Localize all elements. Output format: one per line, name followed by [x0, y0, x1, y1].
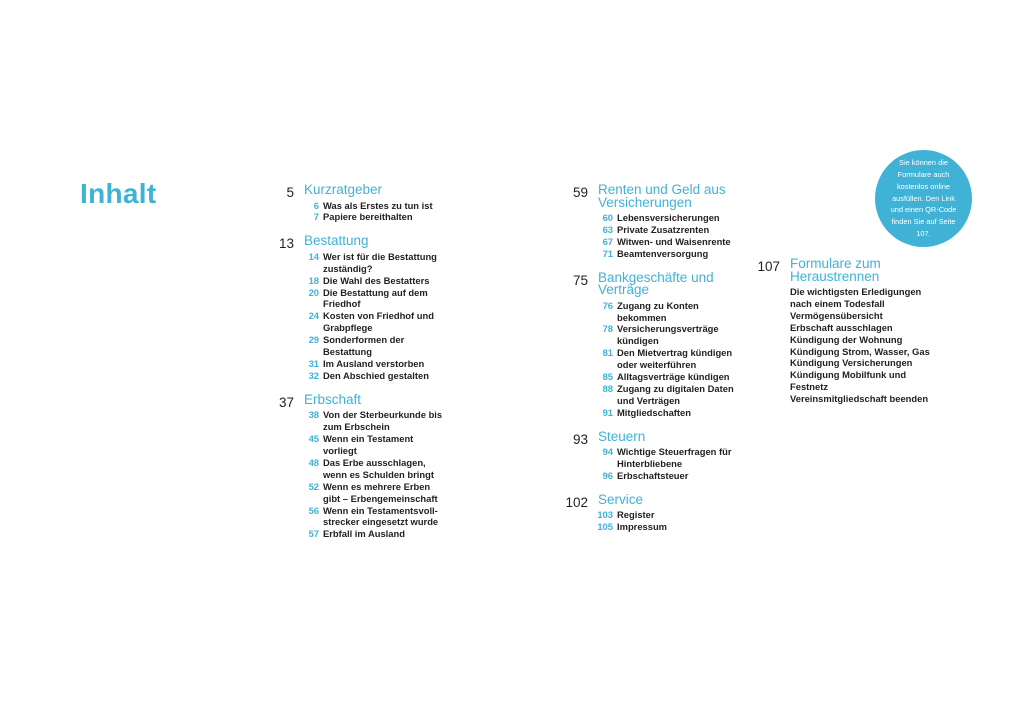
toc-chapter [258, 391, 448, 540]
toc-entry [598, 521, 742, 533]
toc-chapter [258, 184, 448, 223]
chapter-title: Steuern [598, 428, 646, 444]
entry-page-number: 14 [308, 250, 319, 262]
entry-text: Wenn ein Testament vorliegt [323, 433, 414, 456]
entry-text: Register [617, 509, 655, 521]
toc-entry [304, 211, 448, 223]
chapter-title: Formulare zum Heraustrennen [790, 256, 881, 284]
toc-entry: Kündigung der Wohnung [790, 333, 903, 345]
entry-text: Zugang zu Konten bekommen [617, 299, 699, 323]
chapter-page-number: 93 [572, 431, 588, 447]
toc-entry [598, 407, 742, 419]
toc-entry [304, 287, 448, 311]
entry-page-number: 94 [602, 446, 613, 458]
chapter-title: Service [598, 491, 644, 507]
toc-entry [304, 251, 448, 275]
entry-page-number: 38 [308, 409, 319, 421]
entry-page-number: 6 [313, 199, 319, 211]
badge-text: Sie können die Formulare auch kostenlos online ausfüllen. Den Link und einen QR-Code finden Sie auf Seite 107. [890, 158, 957, 238]
entry-page-number: 76 [602, 299, 613, 311]
toc-entry: Kündigung Mobilfunk und Festnetz [790, 369, 907, 393]
toc-entry [304, 200, 448, 212]
entry-text: Wichtige Steuerfragen für Hinterbliebene [617, 446, 732, 470]
entry-text: Mitgliedschaften [617, 406, 691, 418]
toc-entry [598, 236, 742, 248]
entry-text: Erbschaftsteuer [617, 470, 689, 481]
toc-entry [598, 383, 742, 407]
entry-page-number: 85 [602, 371, 613, 383]
entry-text: Die Bestattung auf dem Friedhof [323, 286, 428, 310]
entry-page-number: 7 [313, 211, 319, 223]
entry-page-number: 96 [602, 470, 613, 481]
chapter-entries [304, 251, 448, 382]
toc-entry [598, 212, 742, 224]
chapter-entries [304, 409, 448, 540]
toc-entry: Die wichtigsten Erledigungen nach einem Todesfall [790, 286, 922, 309]
toc-chapter [552, 269, 742, 419]
chapter-entries [598, 509, 742, 533]
entry-text: Die Wahl des Bestatters [323, 274, 430, 286]
entry-page-number: 60 [602, 212, 613, 223]
toc-entry [304, 334, 448, 358]
entry-text: Witwen- und Waisenrente [617, 235, 731, 247]
chapter-title: Renten und Geld aus Versicherungen [598, 182, 726, 210]
entry-page-number: 31 [308, 357, 319, 369]
toc-entry [304, 310, 448, 334]
chapter-page-number: 13 [278, 236, 294, 252]
toc-entry [598, 509, 742, 521]
toc-column-1 [258, 184, 448, 540]
toc-entry [598, 470, 742, 482]
chapter-title: Bestattung [304, 233, 369, 249]
toc-entry [598, 371, 742, 383]
toc-chapter [552, 428, 742, 482]
entry-page-number: 105 [597, 521, 613, 533]
entry-text: Versicherungsverträge kündigen [617, 323, 719, 347]
chapter-entries [304, 200, 448, 224]
entry-page-number: 71 [602, 247, 613, 259]
page-title: Inhalt [80, 178, 157, 209]
entry-text: Das Erbe ausschlagen, wenn es Schulden bringt [323, 456, 434, 480]
entry-text: Von der Sterbeurkunde bis zum Erbschein [323, 409, 443, 433]
online-forms-badge [875, 150, 972, 247]
toc-column-3 [744, 258, 944, 405]
toc-entry [598, 224, 742, 236]
entry-page-number: 45 [308, 433, 319, 445]
toc-entry [304, 409, 448, 433]
toc-entry [304, 358, 448, 370]
entry-page-number: 48 [308, 456, 319, 468]
entry-page-number: 52 [308, 480, 319, 492]
entry-page-number: 88 [602, 382, 613, 394]
chapter-page-number: 59 [572, 185, 588, 200]
toc-chapter [552, 491, 742, 533]
chapter-title: Bankgeschäfte und Verträge [598, 269, 714, 298]
entry-page-number: 20 [308, 286, 319, 298]
entry-text: Kosten von Friedhof und Grabpflege [323, 310, 434, 334]
entry-page-number: 103 [597, 509, 613, 521]
entry-text: Wenn ein Testamentsvollstrecker eingesetzt wurde [323, 504, 439, 528]
entry-text: Im Ausland verstorben [323, 357, 425, 369]
chapter-page-number: 75 [572, 272, 588, 288]
entry-text: Den Abschied gestalten [323, 369, 429, 381]
toc-entry [304, 370, 448, 382]
toc-entry: Vereinsmitgliedschaft beenden [790, 393, 929, 405]
entry-text: Wenn es mehrere Erben gibt – Erbengemeinschaft [323, 480, 438, 504]
entry-page-number: 29 [308, 334, 319, 346]
entry-text: Den Mietvertrag kündigen oder weiterführen [617, 347, 733, 371]
toc-entry [304, 457, 448, 481]
entry-text: Erbfall im Ausland [323, 528, 405, 540]
chapter-page-number: 37 [278, 394, 294, 410]
toc-entry [598, 347, 742, 371]
toc-entry: Kündigung Versicherungen [790, 357, 913, 369]
entry-text: Alltagsverträge kündigen [617, 371, 730, 383]
entry-page-number: 24 [308, 310, 319, 322]
chapter-title: Erbschaft [304, 391, 362, 407]
entry-page-number: 78 [602, 323, 613, 335]
chapter-page-number: 107 [757, 259, 780, 274]
toc-entry [304, 481, 448, 505]
toc-chapter [258, 235, 448, 381]
entry-page-number: 56 [308, 504, 319, 516]
chapter-title: Kurzratgeber [304, 182, 383, 197]
entry-page-number: 67 [602, 235, 613, 247]
toc-entry [598, 248, 742, 260]
entry-text: Impressum [617, 521, 668, 533]
entry-text: Beamtenversorgung [617, 247, 709, 259]
entry-text: Sonderformen der Bestattung [323, 334, 405, 358]
entry-text: Private Zusatzrenten [617, 223, 710, 235]
chapter-entries [790, 286, 944, 405]
toc-column-2 [552, 184, 742, 533]
entry-page-number: 18 [308, 274, 319, 286]
toc-entry [304, 505, 448, 529]
entry-text: Papiere bereithalten [323, 211, 413, 223]
toc-entry [598, 300, 742, 324]
toc-entry: Vermögensübersicht [790, 309, 883, 321]
entry-text: Lebensversicherungen [617, 212, 720, 223]
toc-entry [304, 275, 448, 287]
entry-page-number: 63 [602, 223, 613, 235]
toc-chapter [552, 184, 742, 260]
entry-text: Zugang zu digitalen Daten und Verträgen [617, 382, 734, 406]
entry-page-number: 91 [602, 406, 613, 418]
entry-text: Wer ist für die Bestattung zuständig? [323, 250, 437, 274]
chapter-page-number: 5 [286, 185, 294, 200]
toc-chapter [744, 258, 944, 405]
toc-entry [304, 433, 448, 457]
toc-entry [598, 323, 742, 347]
toc-entry: Erbschaft ausschlagen [790, 321, 893, 333]
toc-entry [304, 528, 448, 540]
entry-page-number: 81 [602, 347, 613, 359]
entry-page-number: 32 [308, 369, 319, 381]
chapter-entries [598, 300, 742, 419]
entry-text: Was als Erstes zu tun ist [323, 199, 433, 211]
chapter-entries [598, 212, 742, 260]
chapter-page-number: 102 [565, 494, 588, 510]
chapter-entries [598, 446, 742, 482]
entry-page-number: 57 [308, 528, 319, 540]
toc-entry [598, 446, 742, 470]
toc-entry: Kündigung Strom, Wasser, Gas [790, 345, 930, 357]
